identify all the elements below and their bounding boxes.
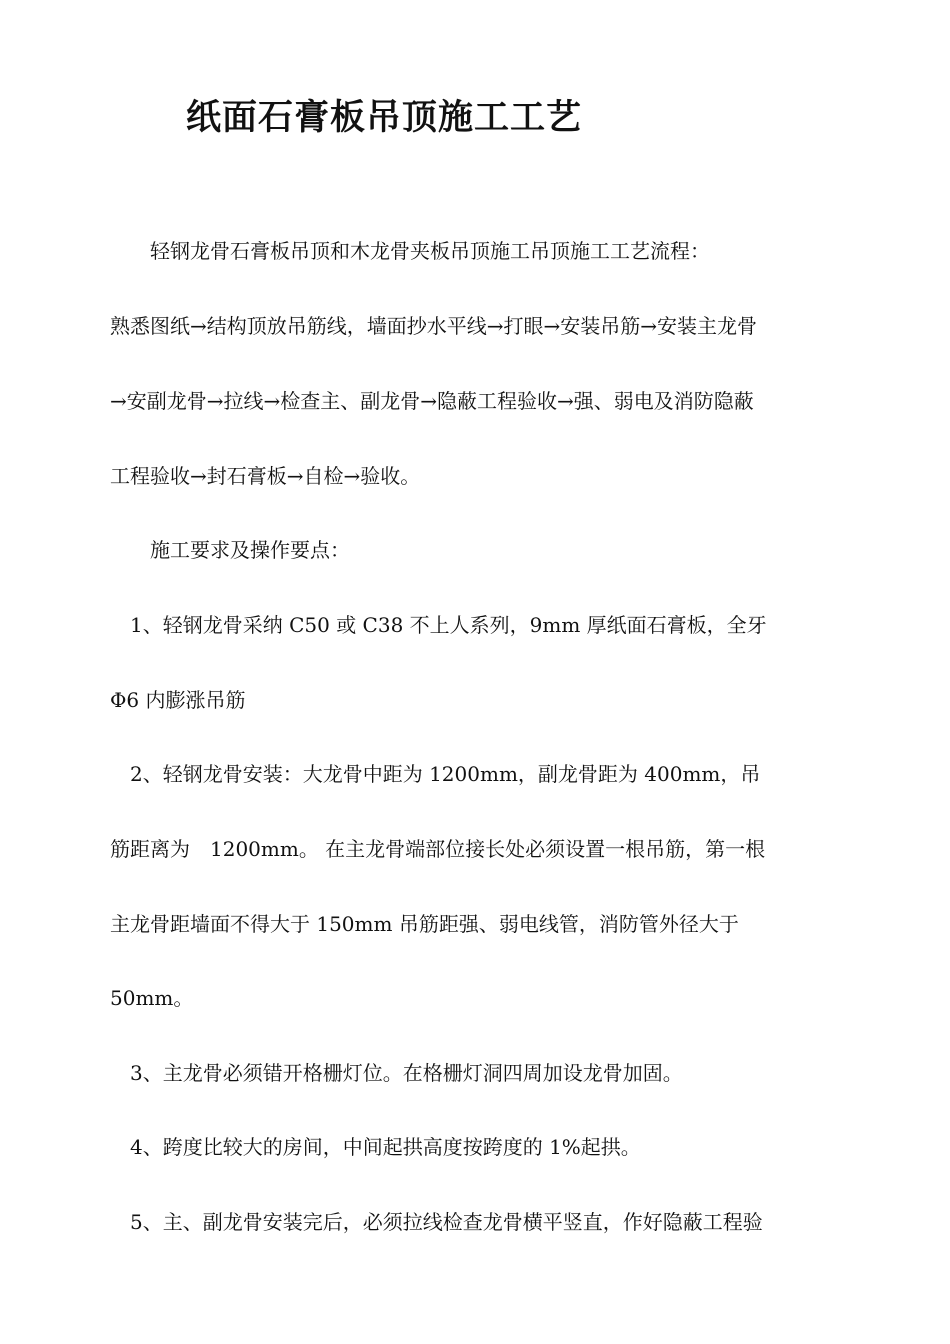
requirements-heading: 施工要求及操作要点：	[110, 538, 350, 562]
item-2-line-3: 主龙骨距墙面不得大于 150mm 吊筋距强、弱电线管，消防管外径大于	[110, 912, 739, 936]
item-4-line: 4、跨度比较大的房间，中间起拱高度按跨度的 1%起拱。	[110, 1135, 641, 1159]
process-flow-line-2: →安副龙骨→拉线→检查主、副龙骨→隐蔽工程验收→强、弱电及消防隐蔽	[110, 389, 754, 413]
item-2-line-4: 50mm。	[110, 986, 194, 1010]
item-5-line-1: 5、主、副龙骨安装完后，必须拉线检查龙骨横平竖直，作好隐蔽工程验	[110, 1210, 763, 1234]
item-2-line-1: 2、轻钢龙骨安装：大龙骨中距为 1200mm，副龙骨距为 400mm，吊	[110, 762, 761, 786]
document-title: 纸面石膏板吊顶施工工艺	[186, 97, 583, 138]
item-1-line-1: 1、轻钢龙骨采纳 C50 或 C38 不上人系列，9mm 厚纸面石膏板，全牙	[110, 613, 767, 637]
item-1-line-2: Φ6 内膨涨吊筋	[110, 688, 246, 712]
process-flow-line-3: 工程验收→封石膏板→自检→验收。	[110, 464, 421, 488]
process-flow-line-1: 熟悉图纸→结构顶放吊筋线，墙面抄水平线→打眼→安装吊筋→安装主龙骨	[110, 314, 758, 338]
paragraph-intro-line: 轻钢龙骨石膏板吊顶和木龙骨夹板吊顶施工吊顶施工工艺流程：	[110, 239, 710, 263]
item-2-line-2: 筋距离为 1200mm。 在主龙骨端部位接长处必须设置一根吊筋，第一根	[110, 837, 766, 861]
item-3-line: 3、主龙骨必须错开格栅灯位。在格栅灯洞四周加设龙骨加固。	[110, 1061, 683, 1085]
